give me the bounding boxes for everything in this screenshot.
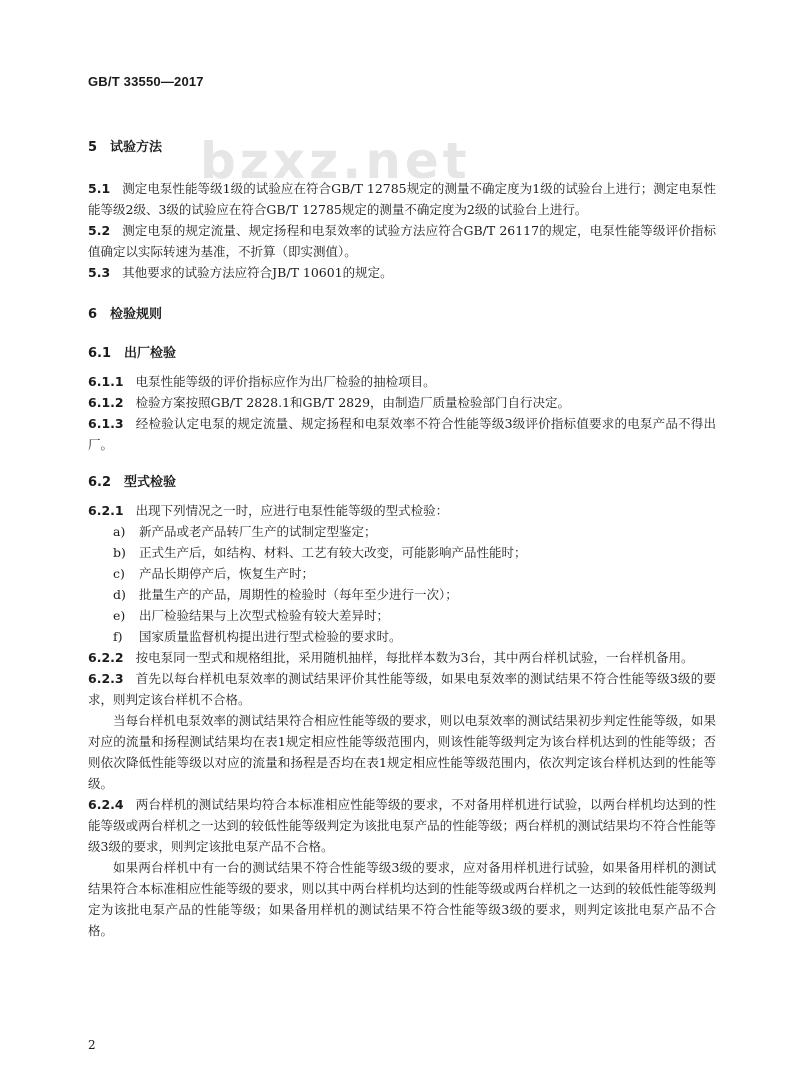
- clause-number: 6.2.1: [88, 503, 124, 518]
- list-item: b) 正式生产后，如结构、材料、工艺有较大改变，可能影响产品性能时；: [113, 545, 527, 560]
- clause-number: 6.1.1: [88, 374, 124, 389]
- clause-6-2-4: [88, 794, 716, 857]
- clause-text: 其他要求的试验方法应符合JB/T 10601的规定。: [122, 265, 393, 280]
- clause-text: 出现下列情况之一时，应进行电泵性能等级的型式检验：: [135, 503, 449, 518]
- clause-text: 首先以每台样机电泵效率的测试结果评价其性能等级，如果电泵效率的测试结果不符合性能等级3级的要求，则判定该台样机不合格。: [88, 671, 716, 707]
- list-item: a) 新产品或老产品转厂生产的试制定型鉴定；: [113, 524, 377, 539]
- clause-number: 5.2: [88, 223, 111, 238]
- clause-6-2-1: [88, 500, 716, 521]
- clause-text: 按电泵同一型式和规格组批，采用随机抽样，每批样本数为3台，其中两台样机试验，一台样机备用。: [135, 650, 694, 665]
- list-item: e) 出厂检验结果与上次型式检验有较大差异时；: [113, 608, 390, 623]
- list-item: f) 国家质量监督机构提出进行型式检验的要求时。: [113, 629, 402, 644]
- clause-number: 5.1: [88, 181, 111, 196]
- clause-5-2: [88, 220, 716, 262]
- condition-list: [88, 521, 716, 647]
- section-6-title: 6 检验规则: [88, 307, 163, 322]
- list-item: c) 产品长期停产后，恢复生产时；: [113, 566, 315, 581]
- clause-5-3: [88, 262, 716, 283]
- list-item: d) 批量生产的产品，周期性的检验时（每年至少进行一次）；: [113, 587, 458, 602]
- clause-number: 6.2.2: [88, 650, 124, 665]
- clause-number: 6.2.3: [88, 671, 124, 686]
- clause-6-1-2: [88, 392, 716, 413]
- clause-number: 6.1.3: [88, 416, 124, 431]
- clause-6-2-3-paragraph: 当每台样机电泵效率的测试结果符合相应性能等级的要求，则以电泵效率的测试结果初步判定性能等级，如果对应的流量和扬程测试结果均在表1规定相应性能等级范围内，则该性能等级判定为该台样机达到的性能等级；否则依次降低性能等级以对应的流量和扬程是否均在表1规定相应性能等级范围内，依次判定该台样机达到的性能等级。: [88, 713, 716, 791]
- clause-number: 6.2.4: [88, 797, 124, 812]
- section-6-2-title: 6.2 型式检验: [88, 475, 177, 490]
- clause-6-2-4-paragraph: 如果两台样机中有一台的测试结果不符合性能等级3级的要求，应对备用样机进行试验，如果备用样机的测试结果符合本标准相应性能等级的要求，则以其中两台样机均达到的性能等级或两台样机之一达到的较低性能等级判定为该批电泵产品的性能等级；如果备用样机的测试结果不符合性能等级3级的要求，则判定该批电泵产品不合格。: [88, 860, 716, 938]
- clause-5-1: [88, 178, 716, 220]
- clause-text: 检验方案按照GB/T 2828.1和GB/T 2829，由制造厂质量检验部门自行决定。: [135, 395, 571, 410]
- clause-6-1-3: [88, 413, 716, 455]
- clause-text: 测定电泵性能等级1级的试验应在符合GB/T 12785规定的测量不确定度为1级的试验台上进行；测定电泵性能等级2级、3级的试验应在符合GB/T 12785规定的测量不确定度为2级的试验台上进行。: [88, 181, 716, 217]
- clause-text: 经检验认定电泵的规定流量、规定扬程和电泵效率不符合性能等级3级评价指标值要求的电泵产品不得出厂。: [88, 416, 716, 452]
- clause-text: 电泵性能等级的评价指标应作为出厂检验的抽检项目。: [135, 374, 436, 389]
- clause-text: 两台样机的测试结果均符合本标准相应性能等级的要求，不对备用样机进行试验，以两台样机均达到的性能等级或两台样机之一达到的较低性能等级判定为该批电泵产品的性能等级；两台样机的测试结果均不符合性能等级3级的要求，则判定该批电泵产品不合格。: [88, 797, 716, 854]
- clause-6-2-3: [88, 668, 716, 710]
- watermark: bzxz.net: [200, 132, 471, 190]
- clause-6-2-2: [88, 647, 716, 668]
- standard-code-header: GB/T 33550—2017: [88, 74, 204, 89]
- page-number: 2: [88, 1038, 96, 1052]
- section-6-1-title: 6.1 出厂检验: [88, 346, 177, 361]
- clause-6-1-1: [88, 371, 716, 392]
- clause-number: 5.3: [88, 265, 111, 280]
- section-5-title: 5 试验方法: [88, 140, 163, 155]
- clause-text: 测定电泵的规定流量、规定扬程和电泵效率的试验方法应符合GB/T 26117的规定，电泵性能等级评价指标值确定以实际转速为基准，不折算（即实测值）。: [88, 223, 716, 259]
- document-body: [88, 136, 716, 941]
- clause-number: 6.1.2: [88, 395, 124, 410]
